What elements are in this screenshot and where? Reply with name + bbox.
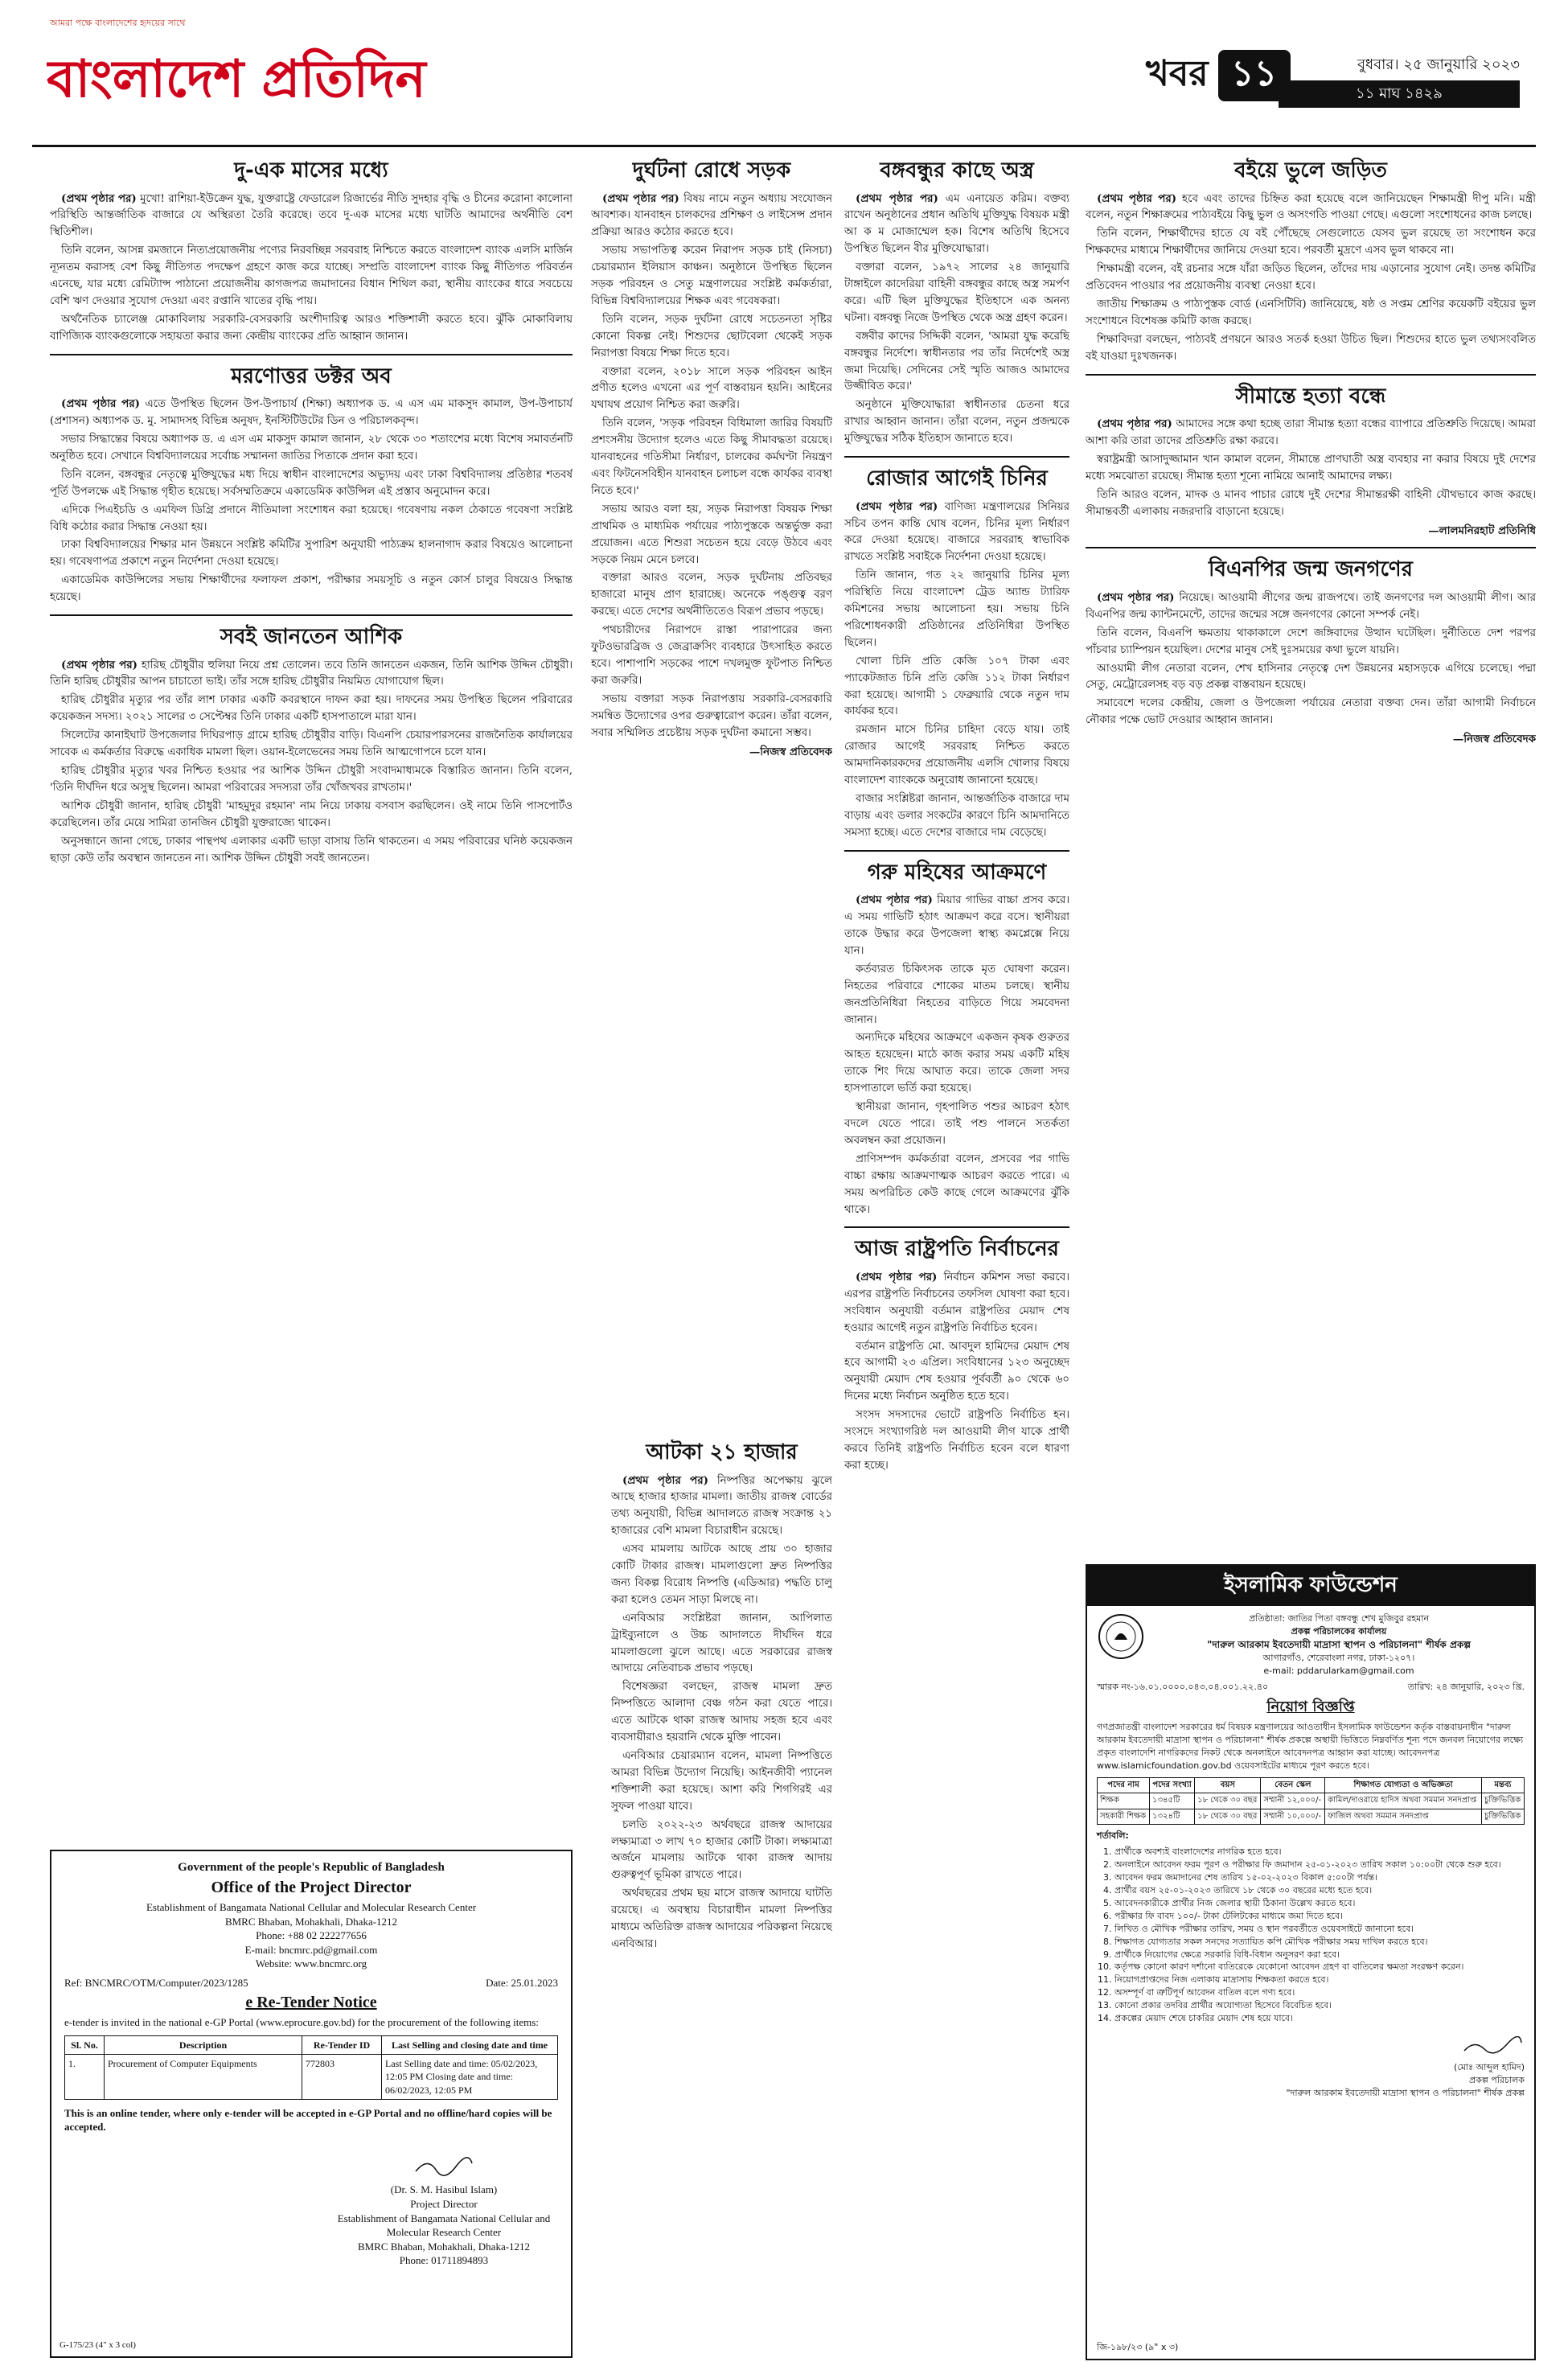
article-paragraph: তিনি বলেন, সড়ক দুর্ঘটনা রোধে সচেতনতা সৃষ্টির কোনো বিকল্প নেই। শিশুদের ছোটবেলা থেকেই সড়ক নিরাপত্তা বিষয়ে শিক্ষা দিতে হবে। — [591, 313, 832, 359]
divider — [844, 1226, 1069, 1228]
article-paragraph: বর্তমান রাষ্ট্রপতি মো. আবদুল হামিদের মেয়াদ শেষ হবে আগামী ২৩ এপ্রিল। সংবিধানের ১২৩ অনুচ্ছেদ অনুযায়ী মেয়াদ শেষ হওয়ার পূর্ববর্তী ৯০ থেকে ৬০ দিনের মধ্যে নির্বাচন অনুষ্ঠিত হতে হবে। — [844, 1340, 1069, 1403]
signatory-org: Establishment of Bangamata National Cellular and Molecular Research Center — [337, 2212, 551, 2239]
article-paragraph: সিলেটের কানাইঘাট উপজেলার দিঘিরপাড় গ্রামে হারিছ চৌধুরীর বাড়ি। বিএনপি চেয়ারপারসনের রাজনৈতিক কার্যালয়ের সাবেক এ কর্মকর্তার বিরুদ্ধে একাধিক মামলা ছিল। ওয়ান-ইলেভেনের সময় তিনি আত্মগোপনে চলে যান। — [50, 729, 573, 759]
table-cell: সম্মানী ১০,০০০/- — [1261, 1809, 1325, 1825]
notice-establishment: Establishment of Bangamata National Cellular and Molecular Research Center — [146, 1901, 477, 1914]
masthead — [32, 11, 1536, 140]
continued-label: (প্রথম পৃষ্ঠার পর) — [1097, 590, 1175, 604]
table-cell: 772803 — [302, 2055, 382, 2100]
article-paragraph: সমাবেশে দলের কেন্দ্রীয়, জেলা ও উপজেলা পর্যায়ের নেতারা বক্তব্য দেন। তাঁরা আগামী নির্বাচনে নৌকার পক্ষে ভোট দেওয়ার আহ্বান জানান। — [1086, 697, 1536, 727]
list-item: 13. কোনো প্রকার তদবির প্রার্থীর অযোগ্যতা হিসেবে বিবেচিত হবে। — [1114, 1999, 1525, 2012]
continued-label: (প্রথম পৃষ্ঠার পর) — [61, 397, 140, 411]
notice-footer: This is an online tender, where only e-tender will be accepted in e-GP Portal and no offline/hard copies will be accepted. — [64, 2106, 552, 2134]
article-paragraph: পথচারীদের নিরাপদে রাস্তা পারাপারের জন্য ফুটওভারব্রিজ ও জেব্রাক্রসিং ব্যবহারে উৎসাহিত করতে হবে। পাশাপাশি সড়কের পাশে দখলমুক্ত ফুটপাত নিশ্চিত করা জরুরি। — [591, 624, 832, 687]
list-item: 6. পরীক্ষার ফি বাবদ ১০০/- টাকা টেলিটকের মাধ্যমে জমা দিতে হবে। — [1114, 1910, 1525, 1923]
table-row — [65, 2055, 558, 2100]
article-paragraph: কর্তব্যরত চিকিৎসক তাকে মৃত ঘোষণা করেন। নিহতের পরিবারে শোকের মাতম চলছে। স্থানীয় জনপ্রতিনিধিরা নিহতের বাড়িতে গিয়ে সমবেদনা জানান। — [844, 963, 1069, 1026]
divider — [1086, 547, 1536, 548]
article-col1-b — [50, 396, 573, 606]
signatory-org: "দারুল আরকাম ইবতেদায়ী মাদ্রাসা স্থাপন ও পরিচালনা" শীর্ষক প্রকল্প — [1286, 2087, 1525, 2098]
ad-memo: স্মারক নং-১৬.০১.০০০০.০৪৩.০৪.০০১.২২.৪০ — [1097, 1681, 1269, 1692]
article-paragraph: বক্তারা আরও বলেন, সড়ক দুর্ঘটনায় প্রতিবছর হাজারো মানুষ প্রাণ হারাচ্ছে। অনেকে পঙ্গুত্ব বরণ করছে। এতে দেশের অর্থনীতিতেও বিরূপ প্রভাব পড়ছে। — [591, 572, 832, 618]
ad-header — [1097, 1612, 1525, 1678]
article-paragraph: এদিকে পিএইচডি ও এমফিল ডিগ্রি প্রদানে নীতিমালা সংশোধন করা হয়েছে। গবেষণায় নকল ঠেকাতে গবেষণা সংশ্লিষ্ট বিধি কঠোর করার সিদ্ধান্ত নেওয়া হয়। — [50, 503, 573, 533]
article-paragraph — [844, 892, 1069, 960]
article-paragraph: তিনি বলেন, বঙ্গবন্ধুর নেতৃত্বে মুক্তিযুদ্ধের মধ্য দিয়ে স্বাধীন বাংলাদেশের অভ্যুদয় এবং ঢাকা বিশ্ববিদ্যালয় প্রতিষ্ঠার শতবর্ষ পূর্তি উপলক্ষে এই সিদ্ধান্ত গৃহীত হয়েছে। সর্বসম্মতিক্রমে একাডেমিক কাউন্সিল এই প্রস্তাব অনুমোদন করে। — [50, 468, 573, 498]
headline-col4-c: বিএনপির জন্ম জনগণের — [1209, 557, 1413, 582]
page-number: ১১ — [1218, 50, 1291, 101]
article-paragraph: সভায় আরও বলা হয়, সড়ক নিরাপত্তা বিষয়ক শিক্ষা প্রাথমিক ও মাধ্যমিক পর্যায়ের পাঠ্যপুস্তকে অন্তর্ভুক্ত করা প্রয়োজন। এতে শিশুরা সচেতন হয়ে বেড়ে উঠবে এবং সড়কে নিয়ম মেনে চলবে। — [591, 503, 832, 566]
paragraph-text: নিষ্পত্তির অপেক্ষায় ঝুলে আছে হাজার হাজার মামলা। জাতীয় রাজস্ব বোর্ডের তথ্য অনুযায়ী, বিভিন্ন আদালতে রাজস্ব সংক্রান্ত ২১ হাজারের বেশি মামলা বিচারাধীন রয়েছে। — [611, 1474, 832, 1538]
article-paragraph: হারিছ চৌধুরীর মৃত্যুর পর তাঁর লাশ ঢাকার একটি কবরস্থানে দাফন করা হয়। দাফনের সময় উপস্থিত ছিলেন পরিবারের কয়েকজন সদস্য। ২০২১ সালের ৩ সেপ্টেম্বর তিনি ঢাকার একটি হাসপাতালে মারা যান। — [50, 694, 573, 724]
article-paragraph: বক্তারা বলেন, ২০১৮ সালে সড়ক পরিবহন আইন প্রণীত হলেও এখনো এর পূর্ণ বাস্তবায়ন হয়নি। আইনের যথাযথ প্রয়োগ নিশ্চিত করা জরুরি। — [591, 365, 832, 412]
foundation-seal-icon — [1097, 1612, 1145, 1661]
paragraph-text: মুখো! রাশিয়া-ইউক্রেন যুদ্ধ, যুক্তরাষ্ট্রে ফেডারেল রিজার্ভের নীতি সুদহার বৃদ্ধি ও চীনের করোনা কালোনা পরিস্থিতি আন্তর্জাতিক বাজারে যে অস্থিরতা তৈরি করেছে। তবে দু-এক মাসের মধ্যে ঘাটতি আমাদের অর্থনীতি বেশ স্থিতিশীল। — [50, 192, 573, 239]
continued-label: (প্রথম পৃষ্ঠার পর) — [856, 1270, 938, 1284]
ad-code: জি-১৯৮/২৩ (৯" x ৩) — [1097, 2342, 1179, 2353]
list-item: 14. প্রকল্পের মেয়াদ শেষে চাকরির মেয়াদ শেষ হয়ে যাবে। — [1114, 2012, 1525, 2025]
article-paragraph — [844, 191, 1069, 259]
article-paragraph: স্বরাষ্ট্রমন্ত্রী আসাদুজ্জামান খান কামাল বলেন, সীমান্তে প্রাণঘাতী অস্ত্র ব্যবহার না করার বিষয়ে দুই দেশের মধ্যে সমঝোতা রয়েছে। সীমান্ত হত্যা শূন্যে নামিয়ে আনাই আমাদের লক্ষ্য। — [1086, 453, 1536, 483]
continued-label: (প্রথম পৃষ্ঠার পর) — [622, 1473, 708, 1487]
article-paragraph — [844, 1269, 1069, 1337]
notice-phone: Phone: +88 02 222277656 — [256, 1929, 367, 1942]
table-cell: ১৮ থেকে ৩০ বছর — [1195, 1809, 1261, 1825]
ad-table — [1097, 1777, 1525, 1826]
continued-label: (প্রথম পৃষ্ঠার পর) — [1097, 417, 1172, 431]
article-paragraph: অন্যদিকে মহিষের আক্রমণে একজন কৃষক গুরুতর আহত হয়েছেন। মাঠে কাজ করার সময় একটি মহিষ তাকে শিং দিয়ে আঘাত করে। তাকে জেলা সদর হাসপাতালে ভর্তি করা হয়েছে। — [844, 1032, 1069, 1095]
signature-mark — [412, 2155, 476, 2179]
section-name: খবর — [1146, 52, 1209, 94]
notice-title: e Re-Tender Notice — [245, 1993, 377, 2011]
article-paragraph — [1086, 589, 1536, 624]
article-paragraph: বিশেষজ্ঞরা বলছেন, রাজস্ব মামলা দ্রুত নিষ্পত্তিতে আলাদা বেঞ্চ গঠন করা যেতে পারে। এতে আটকে থাকা রাজস্ব আদায় সহজ হবে এবং ব্যবসায়ীরাও হয়রানি থেকে মুক্তি পাবেন। — [611, 1681, 832, 1744]
article-paragraph: আওয়ামী লীগ নেতারা বলেন, শেখ হাসিনার নেতৃত্বে দেশ উন্নয়নের মহাসড়কে এগিয়ে চলেছে। পদ্মা সেতু, মেট্রোরেলসহ বড় বড় প্রকল্প বাস্তবায়ন হয়েছে। — [1086, 662, 1536, 692]
headline-col3-d: আজ রাষ্ট্রপতি নির্বাচনের — [855, 1237, 1059, 1262]
divider — [50, 614, 573, 616]
article-paragraph — [50, 396, 573, 430]
article-paragraph: এনবিআর সংশ্লিষ্টরা জানান, আপিলাত ট্রাইব্যুনালে ও উচ্চ আদালতে দীর্ঘদিন ধরে মামলাগুলো ঝুলে আছে। এতে সরকারের রাজস্ব আদায়ে নেতিবাচক প্রভাব পড়ছে। — [611, 1612, 832, 1675]
paragraph-text: এতে উপস্থিত ছিলেন উপ-উপাচার্য (শিক্ষা) অধ্যাপক ড. এ এস এম মাকসুদ কামাল, উপ-উপাচার্য (প্রশাসন) অধ্যাপক ড. মু. সামাদসহ বিভিন্ন অনুষদ, ইনস্টিটিউটের ডিন ও পরিচালকবৃন্দ। — [50, 398, 573, 428]
notice-govt: Government of the people's Republic of Bangladesh — [178, 1861, 445, 1874]
table-cell: শিক্ষক — [1098, 1793, 1150, 1809]
list-item: 9. প্রার্থীকে নিয়োগের ক্ষেত্রে সরকারি বিধি-বিধান অনুসরণ করা হবে। — [1114, 1949, 1525, 1961]
signatory-phone: Phone: 01711894893 — [399, 2254, 489, 2267]
headline-col1-a: দু-এক মাসের মধ্যে — [234, 158, 388, 183]
ad-address: আগারগাঁও, শেরেবাংলা নগর, ঢাকা-১২০৭। — [1262, 1652, 1415, 1663]
article-paragraph — [50, 191, 573, 242]
article-paragraph: শিক্ষামন্ত্রী বলেন, বই রচনার সঙ্গে যাঁরা জড়িত ছিলেন, তাঁদের দায় এড়ানোর সুযোগ নেই। তদন্ত কমিটির প্রতিবেদন পাওয়ার পর প্রয়োজনীয় ব্যবস্থা নেওয়া হবে। — [1086, 263, 1536, 293]
article-col3-a — [844, 191, 1069, 449]
table-cell: ১৮ থেকে ৩০ বছর — [1195, 1793, 1261, 1809]
byline: —নিজস্ব প্রতিবেদক — [1452, 733, 1536, 746]
headline-col4-b: সীমান্তে হত্যা বন্ধে — [1235, 384, 1386, 409]
tender-notice — [50, 1850, 573, 2358]
paragraph-text: নিয়েছে। আওয়ামী লীগের জন্ম রাজপথে। তাই জনগণের দল আওয়ামী লীগ। আর বিএনপির জন্ম ক্যান্টনমেন্টে, তাদের জন্মের সঙ্গে জনগণের কোনো সম্পর্ক নেই। — [1086, 591, 1536, 621]
article-paragraph: এনবিআর চেয়ারম্যান বলেন, মামলা নিষ্পত্তিতে আমরা বিভিন্ন উদ্যোগ নিয়েছি। আইনজীবী প্যানেল শক্তিশালী করা হয়েছে। আশা করি শিগগিরই এর সুফল পাওয়া যাবে। — [611, 1750, 832, 1813]
ad-conditions-list — [1097, 1846, 1525, 2025]
headline-col1-c: সবই জানতেন আশিক — [220, 625, 403, 650]
table-cell: কামিল/দাওরায়ে হাদিস অথবা সমমান সনদপ্রাপ্ত — [1325, 1793, 1482, 1809]
divider — [1086, 374, 1536, 376]
paragraph-text: এম এনায়েত করিম। বক্তব্য রাখেন অনুষ্ঠানের প্রধান অতিথি মুক্তিযুদ্ধ বিষয়ক মন্ত্রী আ ক ম মোজাম্মেল হক। বিশেষ অতিথি হিসেবে উপস্থিত ছিলেন বীর মুক্তিযোদ্ধারা। — [844, 192, 1069, 256]
article-col4-b — [1086, 416, 1536, 539]
headline-col2-a: দুর্ঘটনা রোধে সড়ক — [632, 158, 791, 183]
table-header-row — [1098, 1777, 1525, 1793]
notice-ref: Ref: BNCMRC/OTM/Computer/2023/1285 — [64, 1976, 248, 1989]
table-header-row — [65, 2036, 558, 2055]
continued-label: (প্রথম পৃষ্ঠার পর) — [856, 893, 933, 907]
article-paragraph: সংসদ সদস্যদের ভোটে রাষ্ট্রপতি নির্বাচিত হন। সংসদে সংখ্যাগরিষ্ঠ দল আওয়ামী লীগ যাকে প্রার্থী করবে তিনিই রাষ্ট্রপতি নির্বাচিত হবেন বলে ধারণা করা হচ্ছে। — [844, 1409, 1069, 1472]
ad-signature — [1097, 2036, 1525, 2100]
continued-label: (প্রথম পৃষ্ঠার পর) — [856, 499, 938, 513]
table-cell: ১৩২৪টি — [1150, 1809, 1195, 1825]
paragraph-text: নির্বাচন কমিশন সভা করবে। এরপর রাষ্ট্রপতি নির্বাচনের তফসিল ঘোষণা করা হবে। সংবিধান অনুযায়ী বর্তমান রাষ্ট্রপতির মেয়াদ শেষ হওয়ার আগেই নতুন রাষ্ট্রপতি নির্বাচিত হবেন। — [844, 1271, 1069, 1334]
ad-email: e-mail: pddarularkam@gmail.com — [1263, 1665, 1414, 1676]
article-paragraph: তিনি জানান, গত ২২ জানুয়ারি চিনির মূল্য পরিস্থিতি নিয়ে বাংলাদেশ ট্রেড অ্যান্ড ট্যারিফ কমিশনের সভায় আলোচনা হয়। সভায় চিনি পরিশোধনকারী প্রতিষ্ঠানের প্রতিনিধিরা উপস্থিত ছিলেন। — [844, 569, 1069, 649]
table-cell: ফাজিল অথবা সমমান সনদপ্রাপ্ত — [1325, 1809, 1482, 1825]
article-paragraph: রমজান মাসে চিনির চাহিদা বেড়ে যায়। তাই রোজার আগেই সরবরাহ নিশ্চিত করতে আমদানিকারকদের প্রয়োজনীয় এলসি খোলার বিষয়ে বাংলাদেশ ব্যাংককে অনুরোধ জানানো হয়েছে। — [844, 724, 1069, 787]
paragraph-text: হবে এবং তাদের চিহ্নিত করা হয়েছে বলে জানিয়েছেন শিক্ষামন্ত্রী দীপু মনি। মন্ত্রী বলেন, নতুন শিক্ষাক্রমের পাঠ্যবইয়ে কিছু ভুল ও অসংগতি পাওয়া গেছে। এগুলো সংশোধনের কাজ চলছে। — [1086, 192, 1536, 222]
table-cell: Last Selling date and time: 05/02/2023, 12:05 PM Closing date and time: 06/02/2023, 12:05 PM — [382, 2055, 558, 2100]
ad-org: প্রতিষ্ঠাতা: জাতির পিতা বঙ্গবন্ধু শেখ মুজিবুর রহমান — [1248, 1612, 1430, 1624]
article-paragraph: সভায় সভাপতিত্ব করেন নিরাপদ সড়ক চাই (নিসচা) চেয়ারম্যান ইলিয়াস কাঞ্চন। অনুষ্ঠানে উপস্থিত ছিলেন সড়ক পরিবহন ও সেতু মন্ত্রণালয়ের সংশ্লিষ্ট কর্মকর্তারা, বিভিন্ন বিশ্ববিদ্যালয়ের শিক্ষক এবং গবেষকরা। — [591, 244, 832, 307]
paragraph-text: হারিছ চৌধুরীর হুলিয়া নিয়ে প্রশ্ন তোলেন। তবে তিনি জানতেন একজন, তিনি আশিক উদ্দিন চৌধুরী। তিনি হারিছ চৌধুরীর আপন চাচাতো ভাই। তাঁর সঙ্গে হারিছ চৌধুরীর নিয়মিত যোগাযোগ ছিল। — [50, 659, 573, 688]
table-cell: 1. — [65, 2055, 105, 2100]
ad-memo-row — [1097, 1681, 1525, 1694]
logo-text: বাংলাদেশ প্রতিদিন — [47, 50, 426, 109]
list-item: 2. অনলাইনে আবেদন ফরম পূরণ ও পরীক্ষার ফি জমাদান ২৫-০১-২০২৩ তারিখ সকাল ১০:০০টা থেকে শুরু হবে। — [1114, 1859, 1525, 1871]
article-paragraph — [591, 191, 832, 242]
article-paragraph: তিনি বলেন, বিএনপি ক্ষমতায় থাকাকালে দেশে জঙ্গিবাদের উত্থান ঘটেছিল। দুর্নীতিতে দেশ পরপর পাঁচবার চ্যাম্পিয়ন হয়েছিল। দেশের মানুষ সেই দুঃসময়ের কথা ভুলে যায়নি। — [1086, 626, 1536, 656]
article-paragraph: হারিছ চৌধুরীর মৃত্যুর খবর নিশ্চিত হওয়ার পর আশিক উদ্দিন চৌধুরী সংবাদমাধ্যমকে বিস্তারিত জানান। তিনি বলেন, 'তিনি দীর্ঘদিন ধরে অসুস্থ ছিলেন। আমরা পরিবারের সদস্যরা তাঁর খোঁজখবর রাখতাম।' — [50, 764, 573, 794]
article-paragraph: শিক্ষাবিদরা বলছেন, পাঠ্যবই প্রণয়নে আরও সতর্ক হওয়া উচিত ছিল। শিশুদের হাতে ভুল তথ্যসংবলিত বই যাওয়া দুঃখজনক। — [1086, 333, 1536, 363]
column-2 — [591, 158, 832, 1428]
signatory-name: (Dr. S. M. Hasibul Islam) — [390, 2183, 498, 2196]
signatory-name: (মোঃ আব্দুল হামিদ) — [1454, 2062, 1525, 2073]
article-paragraph: অর্থবছরের প্রথম ছয় মাসে রাজস্ব আদায়ে ঘাটতি রয়েছে। এ অবস্থায় বিচারাধীন মামলা নিষ্পত্তির মাধ্যমে অতিরিক্ত রাজস্ব আদায়ের পরিকল্পনা নিয়েছে এনবিআর। — [611, 1887, 832, 1950]
list-item: 4. প্রার্থীর বয়স ২৫-০১-২০২৩ তারিখে ১৮ থেকে ৩০ বছরের মধ্যে হতে হবে। — [1114, 1884, 1525, 1897]
paragraph-text: মিয়ার গাভির বাচ্চা প্রসব করে। এ সময় গাভিটি হঠাৎ আক্রমণ করে বসে। স্থানীয়রা তাকে উদ্ধার করে উপজেলা স্বাস্থ্য কমপ্লেক্সে নিয়ে যান। — [844, 894, 1069, 957]
article-paragraph: আশিক চৌধুরী জানান, হারিছ চৌধুরী 'মাহমুদুর রহমান' নাম নিয়ে ঢাকায় বসবাস করছিলেন। ওই নামে তিনি পাসপোর্টও করেছিলেন। তাঁর মেয়ে সামিরা তানজিন চৌধুরী যুক্তরাজ্যে থাকেন। — [50, 799, 573, 829]
divider — [844, 456, 1069, 458]
table-header: Re-Tender ID — [302, 2036, 382, 2055]
notice-signature — [330, 2155, 558, 2268]
article-paragraph: তিনি বলেন, শিক্ষার্থীদের হাতে যে বই পৌঁছেছে সেগুলোতে যেসব ভুল রয়েছে তা সংশোধন করে শিক্ষকদের মাধ্যমে শিক্ষার্থীদের জানিয়ে দেওয়া হবে। পরবর্তী মুদ্রণে এসব ভুল থাকবে না। — [1086, 228, 1536, 257]
headline-col3-b: রোজার আগেই চিনির — [866, 466, 1048, 491]
table-cell: সহকারী শিক্ষক — [1098, 1809, 1150, 1825]
list-item: 12. অসম্পূর্ণ বা ত্রুটিপূর্ণ আবেদন বাতিল বলে গণ্য হবে। — [1114, 1986, 1525, 1999]
continued-label: (প্রথম পৃষ্ঠার পর) — [856, 191, 938, 205]
article-paragraph: তিনি আরও বলেন, মাদক ও মানব পাচার রোধে দুই দেশের সীমান্তরক্ষী বাহিনী যৌথভাবে কাজ করছে। সীমান্তবর্তী এলাকায় নজরদারি বাড়ানো হয়েছে। — [1086, 488, 1536, 518]
divider — [50, 354, 573, 355]
table-header: Sl. No. — [65, 2036, 105, 2055]
article-paragraph — [844, 499, 1069, 567]
continued-label: (প্রথম পৃষ্ঠার পর) — [1097, 191, 1177, 205]
signatory-title: Project Director — [410, 2198, 478, 2211]
article-col4-c — [1086, 589, 1536, 748]
column-4 — [1086, 158, 1536, 1553]
column-3 — [844, 158, 1069, 2361]
article-paragraph: তিনি বলেন, আসন্ন রমজানে নিত্যপ্রয়োজনীয় পণ্যের নিরবচ্ছিন্ন সরবরাহ নিশ্চিতে করতে বাংলাদেশ ব্যাংক এলসি মার্জিন ন্যূনতম করাসহ বেশ কিছু নীতিগত পদক্ষেপ গ্রহণে কাজ করে যাচ্ছে। সম্প্রতি বাংলাদেশ ব্যাংক কিছু নীতিগত পরিবর্তন এনেছে, যার মধ্যে রেমিট্যান্স পাঠানো প্রয়োজনীয় কাগজপত্র জমাদানের বিধান শিথিল করা, স্থানীয় ব্যাংকের ধারে সবচেয়ে বেশি ঋণ দেওয়ার সুযোগ দেওয়া এবং রপ্তানি খাতের বৃদ্ধি পায়। — [50, 244, 573, 307]
article-col1-c — [50, 657, 573, 868]
headline-col3-e: আটকা ২১ হাজার — [646, 1440, 798, 1464]
article-paragraph: বাজার সংশ্লিষ্টরা জানান, আন্তর্জাতিক বাজারে দাম বাড়ায় এবং ডলার সংকটের কারণে চিনি আমদানিতে সমস্যা হচ্ছে। এতে দেশের বাজারে দাম বেড়েছে। — [844, 793, 1069, 839]
ad-project: "দারুল আরকাম ইবতেদায়ী মাদ্রাসা স্থাপন ও পরিচালনা" শীর্ষক প্রকল্প — [1207, 1638, 1471, 1650]
headline-col1-b: মরণোত্তর ডক্টর অব — [231, 363, 392, 388]
islamic-foundation-ad — [1086, 1564, 1536, 2360]
article-paragraph: প্রাণিসম্পদ কর্মকর্তারা বলেন, প্রসবের পর গাভি বাচ্চা রক্ষায় আক্রমণাত্মক আচরণ করতে পারে। এ সময় অপরিচিত কেউ কাছে গেলে আক্রমণের ঝুঁকি থাকে। — [844, 1152, 1069, 1216]
continued-label: (প্রথম পৃষ্ঠার পর) — [61, 191, 137, 205]
list-item: 8. শিক্ষাগত যোগ্যতার সকল সনদের সত্যায়িত কপি মৌখিক পরীক্ষার সময় দাখিল করতে হবে। — [1114, 1936, 1525, 1949]
continued-label: (প্রথম পৃষ্ঠার পর) — [602, 191, 679, 205]
notice-website: Website: www.bncmrc.org — [255, 1957, 367, 1970]
table-header: Last Selling and closing date and time — [382, 2036, 558, 2055]
notice-date: Date: 25.01.2023 — [486, 1976, 558, 1989]
byline: —নিজস্ব প্রতিবেদক — [749, 745, 832, 758]
table-cell: চুক্তিভিত্তিক — [1481, 1793, 1524, 1809]
list-item: 11. নিয়োগপ্রাপ্তদের নিজ এলাকায় মাদ্রাসায় শিক্ষকতা করতে হবে। — [1114, 1974, 1525, 1986]
ad-memo-date: তারিখ: ২৪ জানুয়ারি, ২০২৩ খ্রি. — [1407, 1681, 1525, 1692]
masthead-rule — [32, 145, 1536, 147]
ad-org-block — [1153, 1612, 1525, 1678]
notice-email: E-mail: bncmrc.pd@gmail.com — [244, 1943, 378, 1956]
list-item: 3. আবেদন ফরম জমাদানের শেষ তারিখ ১৫-০২-২০২৩ বিকাল ৫:০০টা পর্যন্ত। — [1114, 1871, 1525, 1884]
table-header: বয়স — [1195, 1777, 1261, 1793]
date-bangla: ১১ মাঘ ১৪২৯ — [1279, 80, 1520, 108]
article-paragraph — [1086, 191, 1536, 225]
divider — [844, 850, 1069, 852]
table-header: Description — [105, 2036, 302, 2055]
table-cell: ১৩৪৫টি — [1150, 1793, 1195, 1809]
continued-label: (প্রথম পৃষ্ঠার পর) — [61, 658, 138, 672]
article-col3-b — [844, 499, 1069, 842]
paragraph-text: আমাদের সঙ্গে কথা হচ্ছে তারা সীমান্ত হত্যা বন্ধের ব্যাপারে প্রতিশ্রুতি দিয়েছে। আমরা আশা করি তারা তাদের প্রতিশ্রুতি রক্ষা করবে। — [1086, 418, 1536, 447]
article-paragraph: তিনি বলেন, 'সড়ক পরিবহন বিধিমালা জারির বিষয়টি প্রশংসনীয় উদ্যোগ হলেও এতে কিছু সীমাবদ্ধতা রয়েছে। যানবাহনের গতিসীমা নির্ধারণ, চালকের কর্মঘণ্টা নিয়ন্ত্রণ এবং ফিটনেসবিহীন যানবাহন চলাচল বন্ধে কার্যকর ব্যবস্থা নিতে হবে।' — [591, 417, 832, 497]
headline-col3-c: গরু মহিষের আক্রমণে — [867, 860, 1047, 885]
table-cell: সম্মানী ১২,০০০/- — [1261, 1793, 1325, 1809]
article-paragraph: একাডেমিক কাউন্সিলের সভায় শিক্ষার্থীদের ফলাফল প্রকাশ, পরীক্ষার সময়সূচি ও নতুন কোর্স চালুর বিষয়েও সিদ্ধান্ত হয়েছে। — [50, 574, 573, 604]
headline-col4-a: বইয়ে ভুলে জড়িত — [1234, 158, 1387, 183]
signatory-title: প্রকল্প পরিচালক — [1469, 2075, 1525, 2086]
ad-intro: গণপ্রজাতন্ত্রী বাংলাদেশ সরকারের ধর্ম বিষয়ক মন্ত্রণালয়ের আওতাধীন ইসলামিক ফাউন্ডেশন কর্তৃক বাস্তবায়নাধীন "দারুল আরকাম ইবতেদায়ী মাদ্রাসা স্থাপন ও পরিচালনা" শীর্ষক প্রকল্পে অস্থায়ী ভিত্তিতে নিম্নবর্ণিত শূন্য পদে জনবল নিয়োগের লক্ষ্যে প্রকৃত বাংলাদেশি নাগরিকদের নিকট থেকে অনলাইনে আবেদনপত্র আহ্বান করা যাচ্ছে। আবেদনপত্র www.islamicfoundation.gov.bd ওয়েবসাইটের মাধ্যমে পূরণ করতে হবে। — [1097, 1721, 1524, 1771]
table-header: বেতন স্কেল — [1261, 1777, 1325, 1793]
byline: —লালমনিরহাট প্রতিনিধি — [1428, 524, 1536, 537]
table-row — [1098, 1793, 1525, 1809]
column-1 — [50, 158, 573, 1838]
headline-col3-a: বঙ্গবন্ধুর কাছে অস্ত্র — [880, 158, 1034, 183]
article-paragraph: সভায় বক্তারা সড়ক নিরাপত্তায় সরকারি-বেসরকারি সমন্বিত উদ্যোগের ওপর গুরুত্বারোপ করেন। তাঁরা বলেন, সবার সম্মিলিত প্রচেষ্টায় সড়ক দুর্ঘটনা কমানো সম্ভব। — [591, 692, 832, 739]
article-paragraph: অর্থনৈতিক চ্যালেঞ্জ মোকাবিলায় সরকারি-বেসরকারি অংশীদারিত্ব আরও শক্তিশালী করতে হবে। ঝুঁকি মোকাবিলায় বাণিজ্যিক ব্যাংকগুলোকে সহায়তা করার জন্য কেন্দ্রীয় ব্যাংকের প্রতি আহ্বান জানান। — [50, 313, 573, 343]
table-cell: Procurement of Computer Equipments — [105, 2055, 302, 2100]
signatory-address: BMRC Bhaban, Mohakhali, Dhaka-1212 — [357, 2240, 531, 2253]
list-item: 7. লিখিত ও মৌখিক পরীক্ষার তারিখ, সময় ও স্থান পরবর্তীতে ওয়েবসাইটে জানানো হবে। — [1114, 1923, 1525, 1936]
ad-code: G-175/23 (4" x 3 col) — [60, 2340, 136, 2351]
article-paragraph: স্থানীয়রা জানান, গৃহপালিত পশুর আচরণ হঠাৎ বদলে যেতে পারে। তাই পশু পালনে সতর্কতা অবলম্বন করা প্রয়োজন। — [844, 1101, 1069, 1147]
notice-office: Office of the Project Director — [211, 1879, 412, 1897]
article-paragraph: জাতীয় শিক্ষাক্রম ও পাঠ্যপুস্তক বোর্ড (এনসিটিবি) জানিয়েছে, ষষ্ঠ ও সপ্তম শ্রেণির কয়েকটি বইয়ের ভুল সংশোধনে বিশেষজ্ঞ কমিটি কাজ করছে। — [1086, 298, 1536, 327]
masthead-tagline: আমরা পক্ষে বাংলাদেশের হৃদয়ের সাথে — [50, 18, 186, 28]
article-paragraph: ঢাকা বিশ্ববিদ্যালয়ের শিক্ষার মান উন্নয়নে সংশ্লিষ্ট কমিটির সুপারিশ অনুযায়ী পাঠ্যক্রম হালনাগাদ করার বিষয়েও আলোচনা হয়। গবেষণাপত্র প্রকাশে নতুন নির্দেশনা দেওয়া হয়েছে। — [50, 539, 573, 569]
newspaper-logo — [47, 32, 465, 121]
article-paragraph — [1086, 416, 1536, 450]
article-paragraph: বক্তারা বলেন, ১৯৭২ সালের ২৪ জানুয়ারি টাঙ্গাইলে কাদেরিয়া বাহিনী বঙ্গবন্ধুর কাছে অস্ত্র সমর্পণ করে। এটি ছিল মুক্তিযুদ্ধের ইতিহাসে এক অনন্য ঘটনা। বঙ্গবন্ধু নিজে উপস্থিত থেকে অস্ত্র গ্রহণ করেন। — [844, 261, 1069, 324]
signature-mark — [1460, 2036, 1525, 2057]
ad-office: প্রকল্প পরিচালকের কার্যালয় — [1291, 1625, 1387, 1637]
list-item: 10. কর্তৃপক্ষ কোনো কারণ দর্শানো ব্যতিরেকে যেকোনো আবেদন গ্রহণ বা বাতিলের ক্ষমতা সংরক্ষণ করেন। — [1114, 1961, 1525, 1974]
date-english: বুধবার। ২৫ জানুয়ারি ২০২৩ — [1357, 56, 1520, 73]
article-col3-e — [611, 1472, 832, 1953]
article-paragraph — [50, 657, 573, 692]
article-col3-c — [844, 892, 1069, 1218]
article-col1-a — [50, 191, 573, 346]
table-header: পদের সংখ্যা — [1150, 1777, 1195, 1793]
article-paragraph: খোলা চিনি প্রতি কেজি ১০৭ টাকা এবং প্যাকেটজাত চিনি প্রতি কেজি ১১২ টাকা নির্ধারণ করা হয়েছে। আগামী ১ ফেব্রুয়ারি থেকে নতুন দাম কার্যকর হবে। — [844, 655, 1069, 718]
notice-intro: e-tender is invited in the national e-GP Portal (www.eprocure.gov.bd) for the procurement of the following items: — [64, 2015, 539, 2028]
table-header: শিক্ষাগত যোগ্যতা ও অভিজ্ঞতা — [1325, 1777, 1482, 1793]
article-paragraph: অনুষ্ঠানে মুক্তিযোদ্ধারা স্বাধীনতার চেতনা ধরে রাখার আহ্বান জানান। তাঁরা বলেন, নতুন প্রজন্মকে মুক্তিযুদ্ধের সঠিক ইতিহাস জানাতে হবে। — [844, 399, 1069, 446]
ad-banner: ইসলামিক ফাউন্ডেশন — [1087, 1566, 1534, 1606]
article-paragraph: সভার সিদ্ধান্তের বিষয়ে অধ্যাপক ড. এ এস এম মাকসুদ কামাল জানান, ২৮ থেকে ৩০ শতাংশের মধ্যে বিশেষ সমাবর্তনটি অনুষ্ঠিত হবে। সেখানে বিশ্ববিদ্যালয়ের সর্বোচ্চ সম্মাননা জাতির পিতাকে প্রদান করা হবে। — [50, 433, 573, 462]
article-paragraph: বঙ্গবীর কাদের সিদ্দিকী বলেন, 'আমরা যুদ্ধ করেছি বঙ্গবন্ধুর নির্দেশে। স্বাধীনতার পর তাঁর নির্দেশেই অস্ত্র জমা দিয়েছি। সেদিনের সেই স্মৃতি আজও আমাদের উজ্জীবিত করে।' — [844, 330, 1069, 393]
article-col2-a — [591, 191, 832, 761]
article-col3-d — [844, 1269, 1069, 1475]
article-paragraph — [611, 1472, 832, 1541]
article-col4-a — [1086, 191, 1536, 366]
table-cell: চুক্তিভিত্তিক — [1481, 1809, 1524, 1825]
table-header: পদের নাম — [1098, 1777, 1150, 1793]
notice-table — [64, 2035, 558, 2100]
notice-address: BMRC Bhaban, Mohakhali, Dhaka-1212 — [224, 1915, 398, 1928]
column-2-lower — [611, 1440, 832, 2356]
article-paragraph: এসব মামলায় আটকে আছে প্রায় ৩০ হাজার কোটি টাকার রাজস্ব। মামলাগুলো দ্রুত নিষ্পত্তির জন্য বিকল্প বিরোধ নিষ্পত্তি (এডিআর) পদ্ধতি চালু করা হলেও তেমন সাড়া মিলছে না। — [611, 1543, 832, 1606]
table-row — [1098, 1809, 1525, 1825]
article-paragraph: চলতি ২০২২-২৩ অর্থবছরে রাজস্ব আদায়ের লক্ষ্যমাত্রা ৩ লাখ ৭০ হাজার কোটি টাকা। লক্ষ্যমাত্রা অর্জনে মামলায় আটকে থাকা রাজস্ব আদায় গুরুত্বপূর্ণ ভূমিকা রাখতে পারে। — [611, 1818, 832, 1882]
list-item: 5. আবেদনকারীকে প্রার্থীর নিজ জেলার স্থায়ী ঠিকানা উল্লেখ করতে হবে। — [1114, 1897, 1525, 1910]
paragraph-text: বিষয় নামে নতুন অধ্যায় সংযোজন আবশ্যক। যানবাহন চালকদের প্রশিক্ষণ ও লাইসেন্স প্রদান প্রক্রিয়া আরও কঠোর করতে হবে। — [591, 192, 832, 239]
ad-title: নিয়োগ বিজ্ঞপ্তি — [1266, 1698, 1355, 1715]
article-paragraph: অনুসন্ধানে জানা গেছে, ঢাকার পান্থপথ এলাকার একটি ভাড়া বাসায় তিনি থাকতেন। এ সময় পরিবারের ঘনিষ্ঠ কয়েকজন ছাড়া কেউ তাঁর অবস্থান জানতেন না। আশিক উদ্দিন চৌধুরী সবই জানতেন। — [50, 835, 573, 865]
list-item: 1. প্রার্থীকে অবশ্যই বাংলাদেশের নাগরিক হতে হবে। — [1114, 1846, 1525, 1859]
paragraph-text: বাণিজ্য মন্ত্রণালয়ের সিনিয়র সচিব তপন কান্তি ঘোষ বলেন, চিনির মূল্য নির্ধারণ করে দেওয়া হয়েছে। বাজারে সরবরাহ স্বাভাবিক রাখতে সংশ্লিষ্ট সবাইকে নির্দেশনা দেওয়া হয়েছে। — [844, 500, 1069, 564]
table-header: মন্তব্য — [1481, 1777, 1524, 1793]
ad-conditions-title: শর্তাবলি: — [1097, 1830, 1129, 1842]
notice-ref-row — [64, 1976, 558, 1990]
